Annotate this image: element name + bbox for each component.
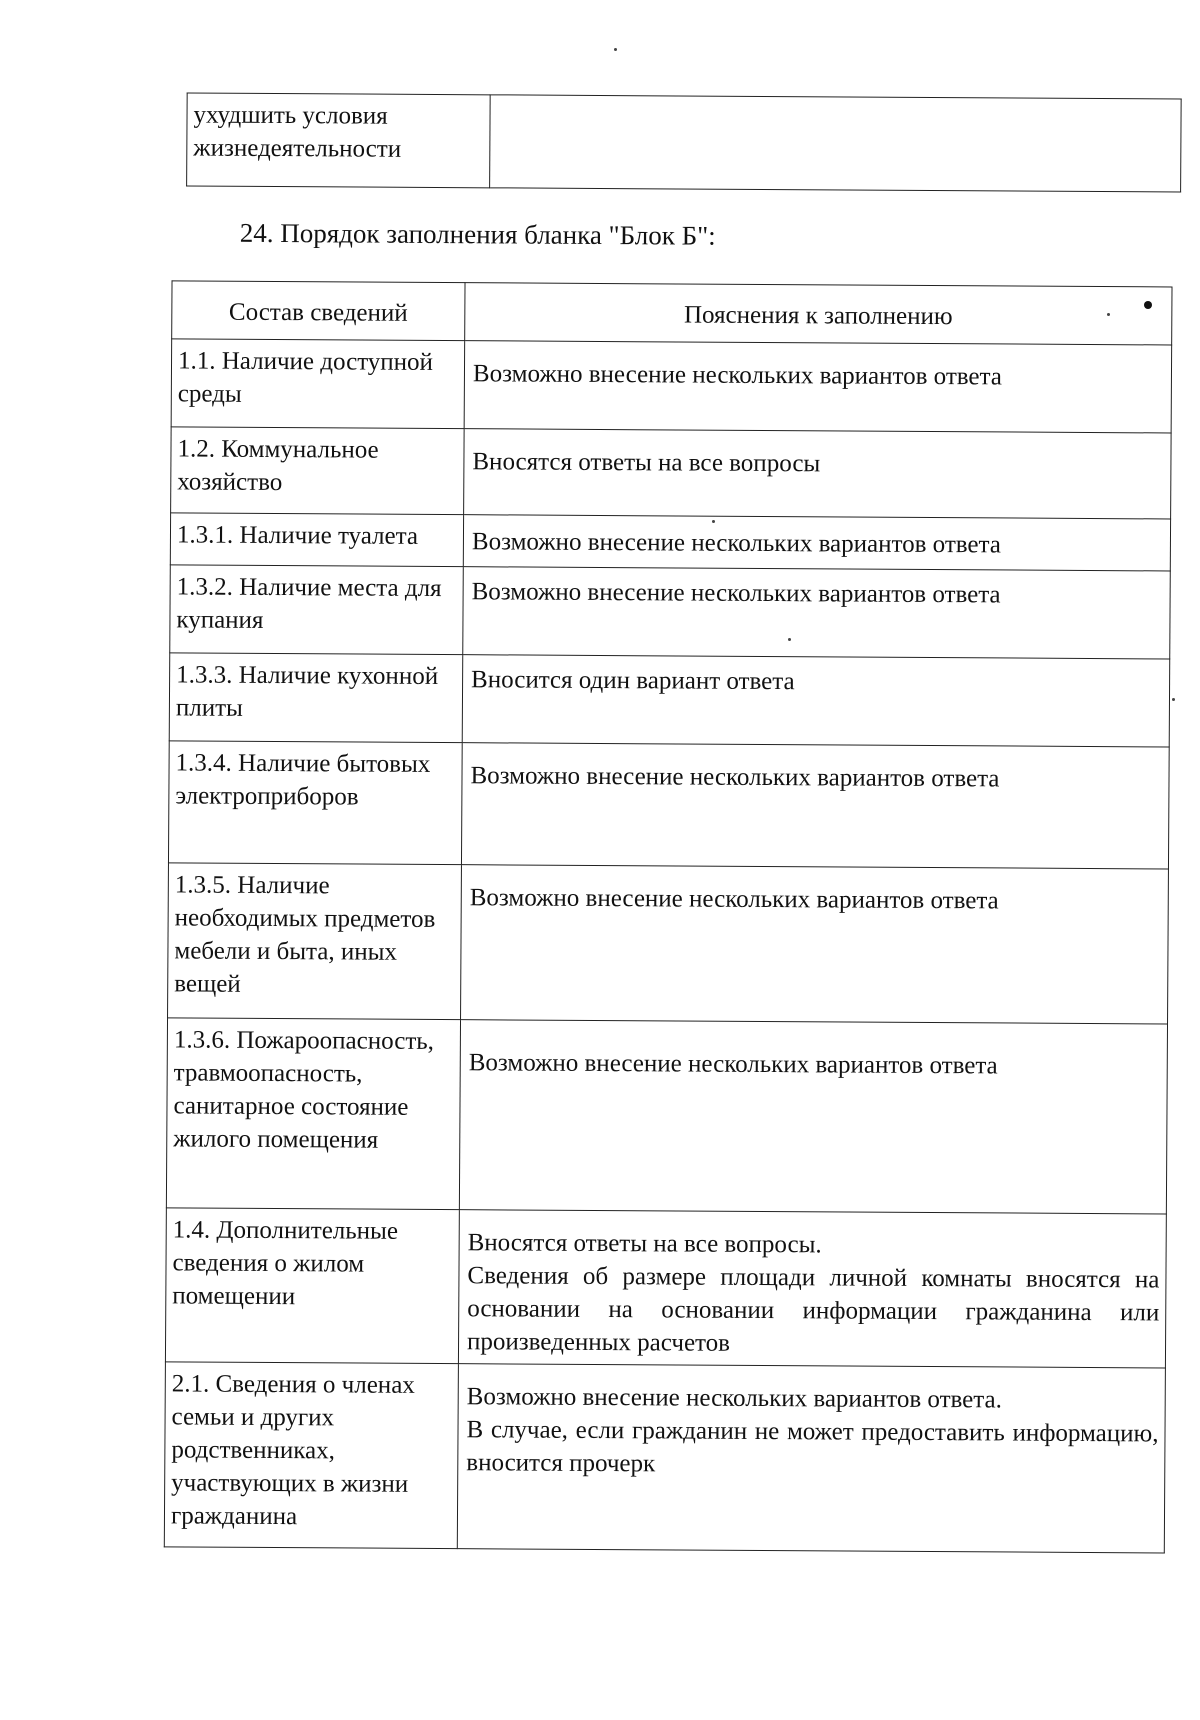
scan-speck [1144, 301, 1152, 309]
continued-table [186, 92, 1182, 192]
table-row [168, 741, 1169, 869]
section-heading: 24. Порядок заполнения бланка "Блок Б": [239, 217, 716, 251]
table-cell-note [458, 1210, 1166, 1368]
table-cell-item: 1.3.4. Наличие бытовых электроприборов [168, 741, 462, 865]
block-b-table [164, 280, 1173, 1553]
table-header-row [172, 281, 1172, 345]
table-cell-note: Возможно внесение нескольких вариантов ответа [463, 515, 1170, 571]
table-cell-note [490, 95, 1182, 192]
table-cell-item: 1.4. Дополнительные сведения о жилом помещении [165, 1208, 459, 1364]
table-row [170, 513, 1170, 571]
table-row [171, 339, 1172, 433]
table-cell-note: Возможно внесение нескольких вариантов ответа [461, 743, 1169, 869]
table-cell-item: 1.3.1. Наличие туалета [170, 513, 463, 567]
column-header-composition: Состав сведений [172, 281, 465, 341]
scan-speck [788, 638, 791, 641]
table-cell-item: ухудшить условия жизнедеятельности [187, 93, 491, 188]
table-row [187, 93, 1182, 192]
table-cell-item: 1.3.3. Наличие кухонной плиты [169, 653, 463, 743]
table-cell-note: Вносятся ответы на все вопросы [464, 429, 1172, 519]
table-row [165, 1208, 1166, 1368]
table-cell-note: Возможно внесение нескольких вариантов ответа [464, 341, 1172, 433]
table-row [169, 653, 1170, 747]
note-paragraph: В случае, если гражданин не может предоставить информацию, вносится прочерк [466, 1416, 1159, 1478]
table-row [168, 863, 1169, 1024]
table-cell-item: 1.3.5. Наличие необходимых предметов мебели и быта, иных вещей [168, 863, 462, 1020]
table-row [171, 427, 1172, 519]
table-cell-note: Возможно внесение нескольких вариантов ответа [461, 865, 1169, 1024]
column-header-explanation: Пояснения к заполнению [465, 283, 1172, 345]
scan-speck [614, 48, 617, 51]
table-cell-note: Возможно внесение нескольких вариантов ответа [463, 567, 1171, 659]
table-cell-note [457, 1364, 1165, 1553]
note-line: Вносятся ответы на все вопросы. [467, 1229, 822, 1259]
scan-speck [1172, 698, 1175, 701]
table-cell-item: 1.2. Коммунальное хозяйство [171, 427, 465, 515]
table-row [164, 1362, 1165, 1553]
scan-speck [1107, 313, 1110, 316]
table-cell-note: Вносится один вариант ответа [462, 655, 1170, 747]
note-paragraph: Сведения об размере площади личной комнаты вносятся на основании на основании информации гражданина или произведенных расчетов [466, 1262, 1160, 1357]
scan-speck [712, 520, 715, 523]
table-cell-item: 2.1. Сведения о членах семьи и других родственниках, участвующих в жизни гражданина [164, 1362, 458, 1549]
page-content [5, 0, 1200, 1531]
table-row [170, 565, 1171, 659]
table-cell-note: Возможно внесение нескольких вариантов ответа [459, 1020, 1167, 1214]
note-line: Возможно внесение нескольких вариантов ответа. [466, 1383, 1002, 1414]
table-row [166, 1018, 1167, 1214]
table-cell-item: 1.1. Наличие доступной среды [171, 339, 465, 429]
table-cell-item: 1.3.2. Наличие места для купания [170, 565, 464, 655]
table-cell-item: 1.3.6. Пожароопасность, травмоопасность, санитарное состояние жилого помещения [166, 1018, 460, 1210]
